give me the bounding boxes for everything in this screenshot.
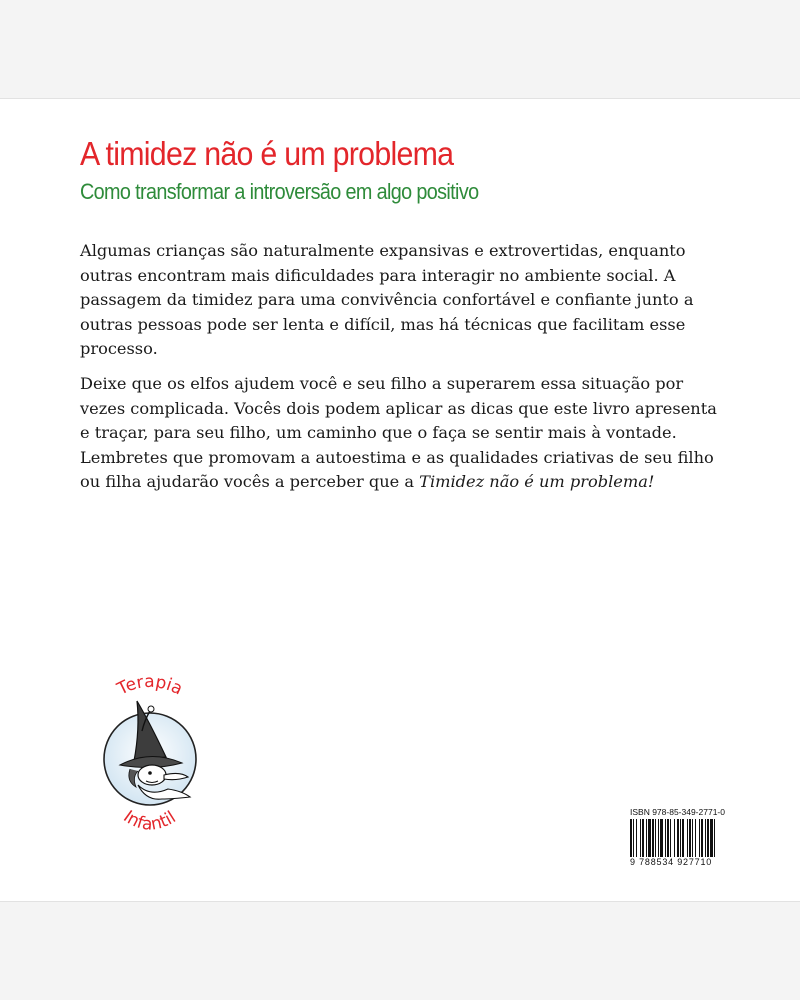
series-logo	[90, 671, 210, 851]
book-title: A timidez não é um problema	[80, 135, 454, 172]
blurb-paragraph-2	[80, 372, 720, 495]
barcode-icon	[630, 819, 742, 857]
blurb-book-title-emphasis: Timidez não é um problema!	[419, 472, 655, 491]
book-subtitle: Como transformar a introversão em algo positivo	[80, 179, 479, 204]
back-cover	[0, 98, 800, 902]
blurb-paragraph-1: Algumas crianças são naturalmente expansivas e extrovertidas, enquanto outras encontram mais dificuldades para interagir no ambiente social. A passagem da timidez para uma convivência confortável e confiante junto a outras pessoas pode ser lenta e difícil, mas há técnicas que facilitam esse processo.	[80, 241, 694, 358]
logo-top-word: Terapia	[114, 671, 186, 700]
isbn-label: ISBN 978-85-349-2771-0	[630, 807, 725, 817]
elf-illustration-icon	[90, 671, 210, 851]
blurb-paragraph-2-text: Deixe que os elfos ajudem você e seu filho a superarem essa situação por vezes complicada. Vocês dois podem aplicar as dicas que este livro apresenta e traçar, para seu filho, um caminho que o faça se sentir mais à vontade. Lembretes que promovam a autoestima e as qualidades criativas de seu filho ou filha ajudarão vocês a perceber que a	[80, 374, 717, 491]
barcode-digits: 9 788534 927710	[630, 857, 713, 867]
logo-bottom-word: Infantil	[119, 806, 180, 835]
isbn-barcode	[630, 807, 742, 879]
